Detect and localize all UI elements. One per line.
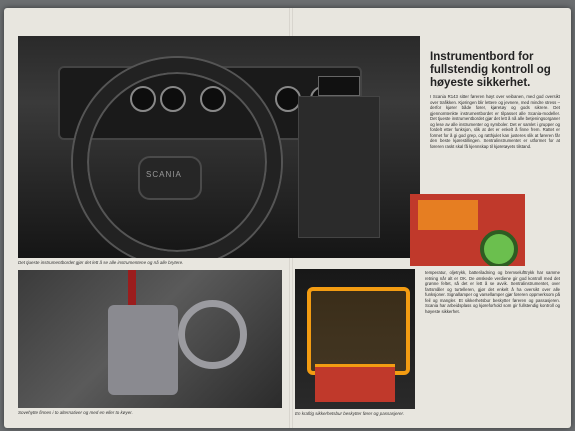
cage-caption: En kraftig sikkerhetsbur beskytter fører og passasjerer. [295,411,405,416]
scania-logo: SCANIA [146,170,182,179]
dash-caption: Det tjueste instrumentbordet gjør det lett å se alle instrumentene og nå alle brytere. [18,260,184,265]
steering-hub [138,156,202,200]
safety-cage-photo [295,269,415,409]
center-console [298,96,380,238]
sleeper-cab-photo [18,270,282,408]
continued-text: temperatur, oljetrykk, batteriladning og bremselufttrykk har samme retning når alt er OK. De ønskede verdiene gir god kontroll med det grønne feltet, så det er lett å se avvik. Sentralinstrumentet, over fartsmåler og turtelleren, gjør det enkelt å ha oversikt over alle funksjoner. Signallamper og varsellamper gjør føreren oppmerksom på feil og mangler. Et sikkerhetsbur beskytter føreren og passasjeren. Scania har arbeidsplass og kjøreforhold som gir fullstendig kontroll og høyeste sikkerhet. [425,270,560,314]
wheel-icon [480,230,518,266]
steering-wheel [178,300,247,369]
truck-grille [315,364,395,402]
cab-section [418,200,478,230]
brochure-sheet [4,8,571,428]
seat-caption: Sovehytte finnes i to alternativer og med en eller to køyer. [18,410,133,415]
dashboard-photo [18,36,420,258]
page-title: Instrumentbord for fullstendig kontroll og høyeste sikkerhet. [430,51,551,89]
intro-text: I Scania R143 sitter føreren høyt over veibanen, med god oversikt over trafikken. Kjøringen blir lettere og jevnere, med mindre stress – derfor kjører både fører, kjøretøy og gods sikrere. Det gjennomtenkte instrumentbordet er tilpasset alle Scania-modeller. Det tjueste instrumentbordet gjør det lett å nå alle betjeningsorganer og lese av alle instrumenter og symboler. Det er samlet i grupper og fordelt etter funksjon, slik at det er enkelt å finne frem. Rattet er formet for å gi god grep, og ratthjulet kan justeres slik at føreren får den beste kjørestillingen. Sentralinstrumentet er utformet for at føreren raskt skal få kjennskap til kjøretøyets tilstand. [430,94,560,149]
safety-cage [307,287,410,375]
truck-cutaway-illustration [410,194,525,266]
driver-seat [108,305,178,395]
console-display [318,76,360,96]
